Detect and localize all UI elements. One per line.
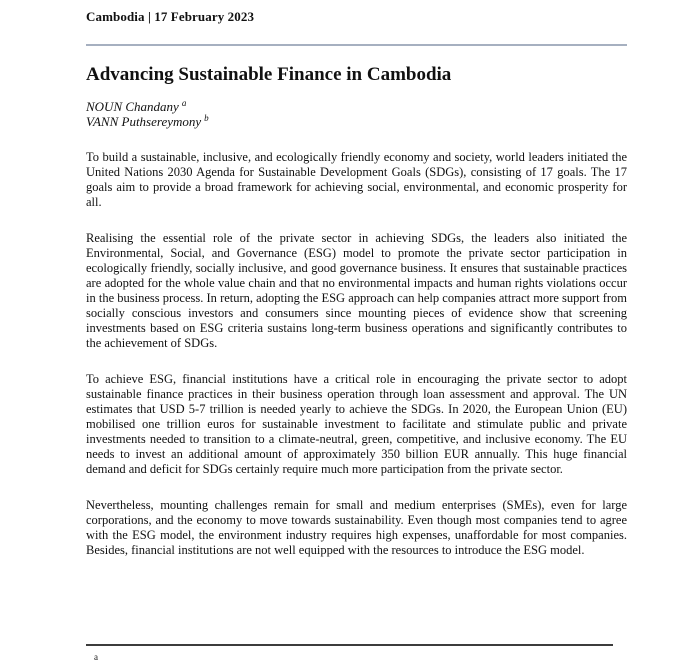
header-divider bbox=[86, 44, 627, 46]
body-paragraph: Nevertheless, mounting challenges remain for small and medium enterprises (SMEs), even for large corporations, and the economy to move towards sustainability. Even though most companies tend to agree with the ESG model, the environment industry requires high expenses, unaffordable for most companies. Besides, financial institutions are not well equipped with the resources to introduce the ESG model. bbox=[86, 498, 627, 557]
page-title: Advancing Sustainable Finance in Cambodia bbox=[86, 64, 452, 85]
footnote-marker: a bbox=[94, 652, 98, 660]
document-content bbox=[86, 0, 627, 558]
author-list bbox=[86, 99, 627, 129]
author-line bbox=[86, 114, 627, 129]
body-paragraph: To achieve ESG, financial institutions have a critical role in encouraging the private sector to adopt sustainable finance practices in their business operation through loan assessment and approval. The UN estimates that USD 5-7 trillion is needed yearly to achieve the SDGs. In 2020, the European Union (EU) mobilised one trillion euros for sustainable investment to facilitate and stimulate public and private investments needed to transition to a climate-neutral, green, competitive, and inclusive economy. The EU needs to invest an additional amount of approximately 350 billion EUR annually. This huge financial demand and deficit for SDGs certainly require much more participation from the private sector. bbox=[86, 372, 627, 476]
dateline: Cambodia | 17 February 2023 bbox=[86, 9, 255, 24]
author-name: VANN Puthsereymony bbox=[86, 114, 202, 129]
body-paragraph: Realising the essential role of the private sector in achieving SDGs, the leaders also initiated the Environmental, Social, and Governance (ESG) model to promote the private sector participation in ecologically friendly, socially inclusive, and good governance business. It ensures that sustainable practices are adopted for the whole value chain and that no environmental impacts and human rights violations occur in the business process. In return, adopting the ESG approach can help companies attract more support from socially conscious investors and consumers since mounting pieces of evidence show that screening investments based on ESG criteria sustains long-term business operations and significantly contributes to the achievement of SDGs. bbox=[86, 231, 627, 350]
body-paragraph: To build a sustainable, inclusive, and ecologically friendly economy and society, world leaders initiated the United Nations 2030 Agenda for Sustainable Development Goals (SDGs), consisting of 17 goals. The 17 goals aim to provide a broad framework for achieving social, environmental, and economic prosperity for all. bbox=[86, 150, 627, 209]
author-name: NOUN Chandany bbox=[86, 99, 179, 114]
footnote-divider bbox=[86, 644, 613, 646]
author-affiliation-marker: a bbox=[181, 97, 187, 108]
author-line bbox=[86, 99, 627, 114]
author-affiliation-marker: b bbox=[204, 112, 209, 123]
